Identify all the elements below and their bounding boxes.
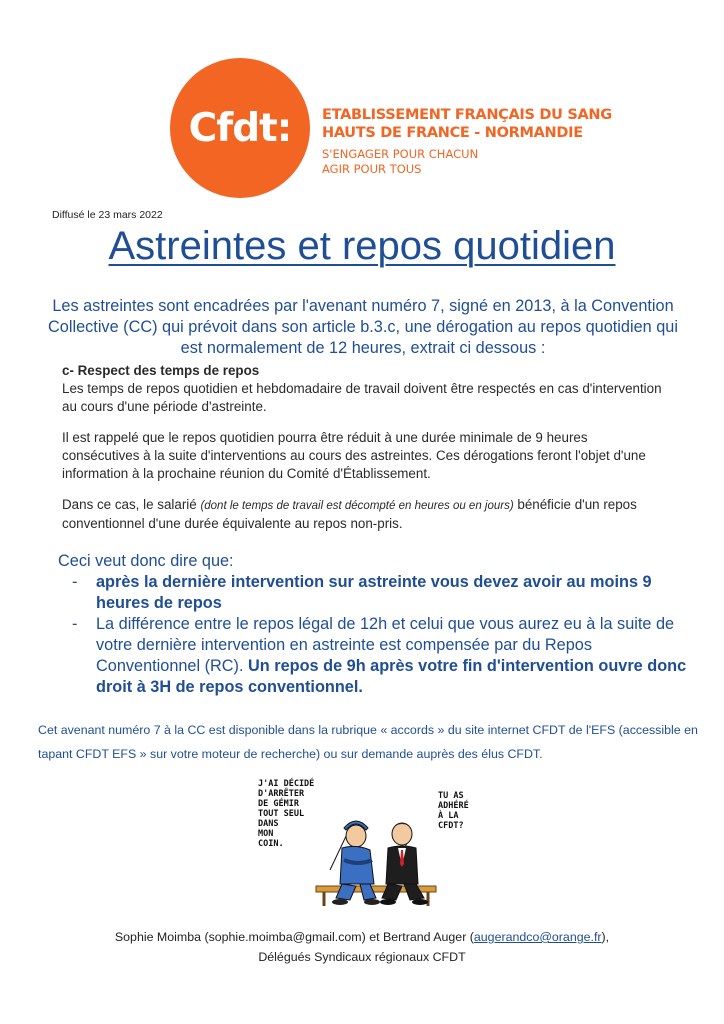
org-name-line1: ETABLISSEMENT FRANÇAIS DU SANG <box>322 107 612 123</box>
speech-text-left: MON <box>258 829 274 839</box>
footer-names: Sophie Moimba (sophie.moimba@gmail.com) et Bertrand Auger ( <box>114 930 474 944</box>
meaning-section <box>58 551 688 698</box>
organization-block <box>322 106 612 177</box>
speech-text-left: DE GÉMIR <box>258 799 299 809</box>
speech-text-right: À LA <box>438 811 459 821</box>
cartoon-illustration <box>252 774 492 914</box>
intro-paragraph: Les astreintes sont encadrées par l'avenant numéro 7, signé en 2013, à la Convention Collective (CC) qui prévoit dans son article b.3.c, une dérogation au repos quotidien qui est normalement de 12 heures, extrait ci dessous : <box>48 297 678 357</box>
logo-text: Cfdt: <box>188 105 292 151</box>
dash-bullet: - <box>72 615 78 633</box>
speech-text-left: TOUT SEUL <box>258 809 305 819</box>
speech-text-left: DANS <box>258 819 279 829</box>
item2-text: La différence entre le repos légal de 12h et celui que vous aurez eu à la suite de votre dernière intervention en astreinte est compensée par du Repos Conventionnel (RC). <box>96 615 675 675</box>
cartoon-drawing <box>252 774 492 914</box>
availability-note: Cet avenant numéro 7 à la CC est disponible dans la rubrique « accords » du site internet CFDT de l'EFS (accessible en tapant CFDT EFS » sur votre moteur de recherche) ou sur demande auprès des élus CFDT. <box>38 723 698 761</box>
publication-date: Diffusé le 23 mars 2022 <box>52 209 163 221</box>
footer-line2: Délégués Syndicaux régionaux CFDT <box>258 950 466 964</box>
list-item <box>58 614 688 698</box>
extract-heading: c- Respect des temps de repos <box>62 363 260 378</box>
extract-p3-start: Dans ce cas, le salarié <box>62 497 201 512</box>
email-link[interactable]: augerandco@orange.fr <box>473 930 602 944</box>
page-title: Astreintes et repos quotidien <box>108 224 616 268</box>
list-item <box>58 572 688 614</box>
speech-text-right: TU AS <box>438 791 464 801</box>
meaning-intro: Ceci veut donc dire que: <box>58 552 234 570</box>
slogan-line2: AGIR POUR TOUS <box>322 162 422 176</box>
extract-paragraph-3 <box>62 496 662 533</box>
speech-text-left: D'ARRÊTER <box>258 789 305 799</box>
item2-bold-text: Un repos de 9h après votre fin d'intervention ouvre donc droit à 3H de repos conventionnel. <box>96 657 687 696</box>
convention-extract <box>62 362 662 546</box>
speech-text-right: ADHÉRÉ <box>438 801 469 811</box>
signature-footer <box>40 927 684 967</box>
item1-text: après la dernière intervention sur astreinte vous devez avoir au moins 9 heures de repos <box>96 573 652 612</box>
speech-text-right: CFDT? <box>438 821 464 831</box>
cfdt-logo <box>170 58 310 198</box>
dash-bullet: - <box>72 573 78 591</box>
speech-text-left: COIN. <box>258 839 284 849</box>
extract-paragraph-1: Les temps de repos quotidien et hebdomadaire de travail doivent être respectés en cas d'intervention au cours d'une période d'astreinte. <box>62 381 662 414</box>
slogan-line1: S'ENGAGER POUR CHACUN <box>322 147 479 161</box>
extract-paragraph-2: Il est rappelé que le repos quotidien pourra être réduit à une durée minimale de 9 heures consécutives à la suite d'interventions au cours des astreintes. Ces dérogations feront l'objet d'une information à la prochaine réunion du Comité d'Établissement. <box>62 430 646 481</box>
footer-line1-end: ), <box>601 930 610 944</box>
extract-p3-end: bénéficie d'un repos conventionnel d'une durée équivalente au repos non-pris. <box>62 497 637 531</box>
extract-p3-italic: (dont le temps de travail est décompté en heures ou en jours) <box>200 500 514 512</box>
org-name-line2: HAUTS DE FRANCE - NORMANDIE <box>322 125 583 141</box>
speech-text-left: J'AI DÉCIDÉ <box>258 779 315 789</box>
meaning-list <box>58 572 688 698</box>
footer-line1 <box>40 927 684 947</box>
